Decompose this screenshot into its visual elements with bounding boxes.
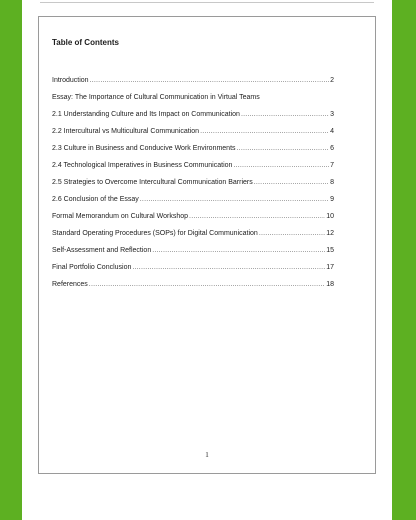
toc-entry[interactable] — [52, 77, 334, 85]
toc-entry-page-number: 15 — [326, 247, 334, 254]
toc-dot-leader — [140, 196, 329, 204]
toc-entry-label: References — [52, 281, 88, 288]
page-number: 1 — [205, 451, 209, 459]
toc-entry-page-number: 10 — [326, 213, 334, 220]
toc-entry[interactable] — [52, 213, 334, 221]
toc-entry[interactable] — [52, 281, 334, 289]
toc-entry-label: Essay: The Importance of Cultural Communication in Virtual Teams — [52, 94, 260, 101]
toc-title: Table of Contents — [52, 38, 119, 47]
toc-entry-label: Self-Assessment and Reflection — [52, 247, 152, 254]
toc-entry-label: 2.2 Intercultural vs Multicultural Communication — [52, 128, 200, 135]
toc-entry-page-number: 3 — [330, 111, 334, 118]
toc-dot-leader — [259, 230, 325, 238]
toc-entry-label: 2.4 Technological Imperatives in Business Communication — [52, 162, 233, 169]
toc-entry-label: Final Portfolio Conclusion — [52, 264, 132, 271]
toc-entry-page-number: 7 — [330, 162, 334, 169]
toc-entry[interactable] — [52, 230, 334, 238]
toc-entry-page-number: 6 — [330, 145, 334, 152]
toc-dot-leader — [254, 179, 329, 187]
toc-dot-leader — [233, 162, 329, 170]
toc-entry-page-number: 12 — [326, 230, 334, 237]
toc-dot-leader — [90, 77, 330, 85]
toc-entry[interactable] — [52, 145, 334, 153]
document-page — [22, 0, 392, 520]
toc-dot-leader — [241, 111, 329, 119]
header-rule — [40, 2, 374, 3]
toc-entry[interactable] — [52, 247, 334, 255]
toc-dot-leader — [89, 281, 325, 289]
toc-entry-page-number: 9 — [330, 196, 334, 203]
toc-dot-leader — [132, 264, 325, 272]
toc-entry[interactable] — [52, 128, 334, 136]
toc-entry-page-number: 8 — [330, 179, 334, 186]
toc-entry-label: Formal Memorandum on Cultural Workshop — [52, 213, 189, 220]
toc-entry[interactable] — [52, 179, 334, 187]
toc-entry-label: Introduction — [52, 77, 89, 84]
toc-entry[interactable] — [52, 94, 334, 102]
toc-entry[interactable] — [52, 162, 334, 170]
toc-entry-page-number: 17 — [326, 264, 334, 271]
toc-entry-page-number: 18 — [326, 281, 334, 288]
toc-list — [52, 77, 334, 289]
toc-entry-page-number: 2 — [330, 77, 334, 84]
toc-entry-label: 2.5 Strategies to Overcome Intercultural Communication Barriers — [52, 179, 253, 186]
toc-entry[interactable] — [52, 111, 334, 119]
toc-entry-label: 2.3 Culture in Business and Conducive Work Environments — [52, 145, 236, 152]
table-of-contents — [52, 38, 334, 298]
toc-entry[interactable] — [52, 196, 334, 204]
toc-entry[interactable] — [52, 264, 334, 272]
toc-entry-label: Standard Operating Procedures (SOPs) for Digital Communication — [52, 230, 258, 237]
toc-dot-leader — [200, 128, 329, 136]
toc-entry-label: 2.6 Conclusion of the Essay — [52, 196, 139, 203]
toc-entry-label: 2.1 Understanding Culture and Its Impact on Communication — [52, 111, 240, 118]
toc-dot-leader — [152, 247, 325, 255]
toc-dot-leader — [237, 145, 330, 153]
toc-dot-leader — [189, 213, 325, 221]
toc-entry-page-number: 4 — [330, 128, 334, 135]
